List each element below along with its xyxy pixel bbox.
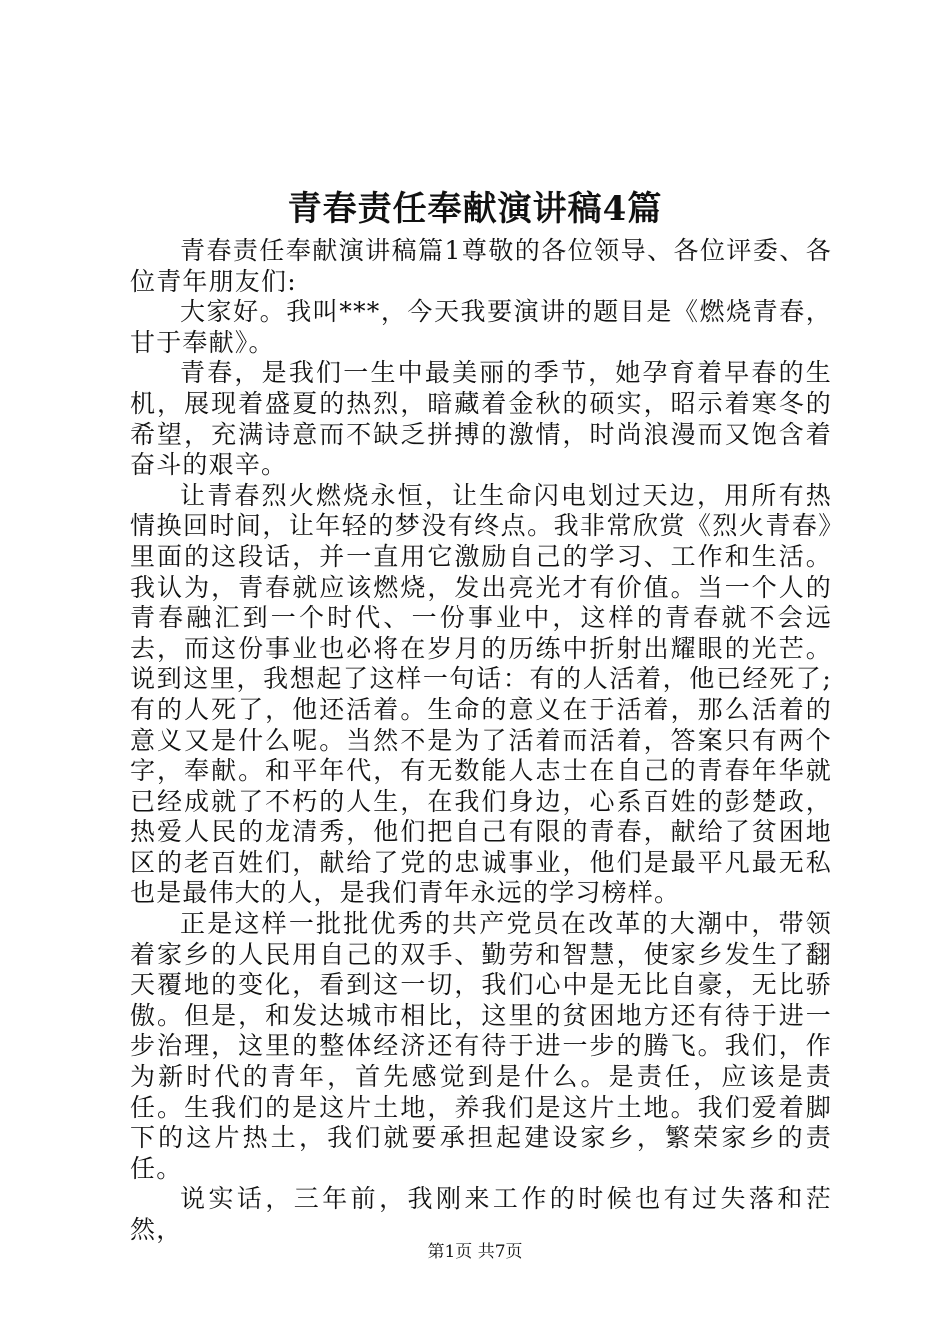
paragraph-5: 正是这样一批批优秀的共产党员在改革的大潮中，带领着家乡的人民用自己的双手、勤劳和智慧，使家乡发生了翻天覆地的变化，看到这一切，我们心中是无比自豪，无比骄傲。但是，和发达城市相比，这里的贫困地方还有待于进一步治理，这里的整体经济还有待于进一步的腾飞。我们，作为新时代的青年，首先感觉到是什么。是责任，应该是责任。生我们的是这片土地，养我们是这片土地。我们爱着脚下的这片热土，我们就要承担起建设家乡，繁荣家乡的责任。 <box>130 909 832 1183</box>
paragraph-2: 大家好。我叫***，今天我要演讲的题目是《燃烧青春，甘于奉献》。 <box>130 297 832 357</box>
page-footer: 第1页 共7页 <box>427 1242 523 1262</box>
paragraph-4: 让青春烈火燃烧永恒，让生命闪电划过天边，用所有热情换回时间，让年轻的梦没有终点。我非常欣赏《烈火青春》里面的这段话，并一直用它激励自己的学习、工作和生活。我认为，青春就应该燃烧，发出亮光才有价值。当一个人的青春融汇到一个时代、一份事业中，这样的青春就不会远去，而这份事业也必将在岁月的历练中折射出耀眼的光芒。说到这里，我想起了这样一句话：有的人活着，他已经死了;有的人死了，他还活着。生命的意义在于活着，那么活着的意义又是什么呢。当然不是为了活着而活着，答案只有两个字，奉献。和平年代，有无数能人志士在自己的青春年华就已经成就了不朽的人生，在我们身边，心系百姓的彭楚政，热爱人民的龙清秀，他们把自己有限的青春，献给了贫困地区的老百姓们，献给了党的忠诚事业，他们是最平凡最无私也是最伟大的人，是我们青年永远的学习榜样。 <box>130 480 832 908</box>
document-body <box>130 236 832 1246</box>
paragraph-1: 青春责任奉献演讲稿篇1尊敬的各位领导、各位评委、各位青年朋友们: <box>130 236 832 296</box>
document-title: 青春责任奉献演讲稿4篇 <box>287 189 663 229</box>
paragraph-3: 青春，是我们一生中最美丽的季节，她孕育着早春的生机，展现着盛夏的热烈，暗藏着金秋的硕实，昭示着寒冬的希望，充满诗意而不缺乏拼搏的激情，时尚浪漫而又饱含着奋斗的艰辛。 <box>130 358 832 480</box>
paragraph-6: 说实话，三年前，我刚来工作的时候也有过失落和茫然， <box>130 1184 832 1244</box>
